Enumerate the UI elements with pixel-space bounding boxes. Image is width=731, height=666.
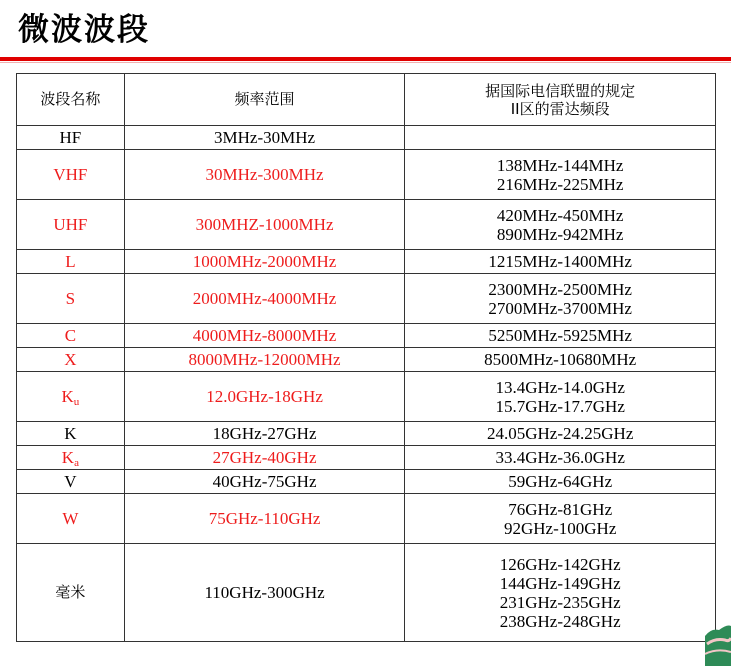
radar-band-cell [405, 324, 716, 348]
frequency-range-cell: 30MHz-300MHz [124, 150, 405, 200]
radar-band-value: 5250MHz-5925MHz [488, 326, 632, 345]
band-name-cell [17, 348, 125, 372]
table-row [17, 544, 716, 642]
table-row [17, 274, 716, 324]
band-name-cell [17, 200, 125, 250]
band-name-cell [17, 324, 125, 348]
radar-band-cell [405, 372, 716, 422]
table-row [17, 372, 716, 422]
header-radar-line-2: II区的雷达频段 [510, 99, 610, 118]
table-row [17, 470, 716, 494]
radar-band-cell [405, 348, 716, 372]
band-table [16, 73, 716, 642]
radar-band-value: 420MHz-450MHz [496, 205, 624, 225]
band-name: L [65, 252, 76, 271]
radar-band-cell [405, 494, 716, 544]
table-row [17, 200, 716, 250]
radar-band-cell [405, 544, 716, 642]
radar-band-value: 15.7GHz-17.7GHz [495, 396, 625, 416]
band-subscript: a [74, 457, 79, 469]
radar-band-value: 59GHz-64GHz [508, 472, 613, 491]
radar-band-value: 33.4GHz-36.0GHz [495, 448, 625, 467]
table-row [17, 324, 716, 348]
band-name-cell [17, 274, 125, 324]
header-frequency-range: 频率范围 [124, 74, 405, 126]
table-row [17, 446, 716, 470]
title-underline-shadow [0, 62, 731, 63]
radar-band-cell [405, 274, 716, 324]
frequency-range-cell: 1000MHz-2000MHz [124, 250, 405, 274]
band-name-cell [17, 250, 125, 274]
radar-band-cell [405, 470, 716, 494]
frequency-range-cell: 75GHz-110GHz [124, 494, 405, 544]
band-name: 毫米 [55, 583, 86, 601]
header-radar-line-1: 据国际电信联盟的规定 [485, 81, 636, 100]
radar-band-value: 144GHz-149GHz [499, 573, 621, 593]
band-name: W [62, 509, 79, 528]
radar-band-value: 138MHz-144MHz [496, 155, 624, 175]
corner-decoration-icon [705, 624, 731, 666]
frequency-range-cell: 110GHz-300GHz [124, 544, 405, 642]
radar-band-cell [405, 422, 716, 446]
table-row [17, 422, 716, 446]
band-name-cell [17, 150, 125, 200]
radar-band-cell [405, 446, 716, 470]
radar-band-cell [405, 126, 716, 150]
radar-band-value: 216MHz-225MHz [496, 174, 624, 194]
band-name-cell [17, 470, 125, 494]
band-name: HF [59, 128, 82, 147]
band-name: V [64, 472, 77, 491]
frequency-range-cell: 12.0GHz-18GHz [124, 372, 405, 422]
radar-band-value: 2300MHz-2500MHz [488, 279, 632, 299]
band-name-cell [17, 494, 125, 544]
header-radar-bands [405, 74, 716, 126]
frequency-range-cell: 4000MHz-8000MHz [124, 324, 405, 348]
frequency-range-cell: 8000MHz-12000MHz [124, 348, 405, 372]
band-name: VHF [53, 165, 88, 184]
radar-band-value: 126GHz-142GHz [499, 554, 621, 574]
frequency-range-cell: 40GHz-75GHz [124, 470, 405, 494]
radar-band-cell [405, 200, 716, 250]
radar-band-value: 8500MHz-10680MHz [484, 350, 637, 369]
band-name: S [65, 289, 76, 308]
radar-band-value: 2700MHz-3700MHz [488, 298, 632, 318]
radar-band-value: 1215MHz-1400MHz [488, 252, 632, 271]
band-name-cell [17, 446, 125, 470]
table-row [17, 150, 716, 200]
frequency-range-cell: 3MHz-30MHz [124, 126, 405, 150]
radar-band-value: 24.05GHz-24.25GHz [487, 424, 634, 443]
band-subscript: u [73, 396, 80, 408]
frequency-range-cell: 300MHZ-1000MHz [124, 200, 405, 250]
radar-band-value: 890MHz-942MHz [496, 224, 624, 244]
band-name-cell [17, 372, 125, 422]
title-underline [0, 57, 731, 61]
band-name: UHF [53, 215, 88, 234]
band-name: K [61, 448, 75, 467]
radar-band-value: 92GHz-100GHz [504, 518, 617, 538]
frequency-range-cell: 2000MHz-4000MHz [124, 274, 405, 324]
radar-band-value: 76GHz-81GHz [508, 499, 613, 519]
band-name-cell [17, 126, 125, 150]
radar-band-value: 13.4GHz-14.0GHz [495, 377, 625, 397]
table-body [17, 126, 716, 642]
band-name-cell [17, 544, 125, 642]
table-row [17, 348, 716, 372]
frequency-range-cell: 18GHz-27GHz [124, 422, 405, 446]
band-name: C [64, 326, 77, 345]
radar-band-cell [405, 250, 716, 274]
frequency-range-cell: 27GHz-40GHz [124, 446, 405, 470]
table-row [17, 250, 716, 274]
table-row [17, 126, 716, 150]
radar-band-value: 238GHz-248GHz [499, 611, 621, 631]
header-band-name: 波段名称 [17, 74, 125, 126]
radar-band-cell [405, 150, 716, 200]
table-header-row [17, 74, 716, 126]
table-row [17, 494, 716, 544]
page-title: 微波波段 [18, 12, 150, 48]
band-name-cell [17, 422, 125, 446]
radar-band-value: 231GHz-235GHz [499, 592, 621, 612]
band-name: K [61, 387, 74, 406]
band-name: K [64, 424, 77, 443]
band-name: X [64, 350, 77, 369]
